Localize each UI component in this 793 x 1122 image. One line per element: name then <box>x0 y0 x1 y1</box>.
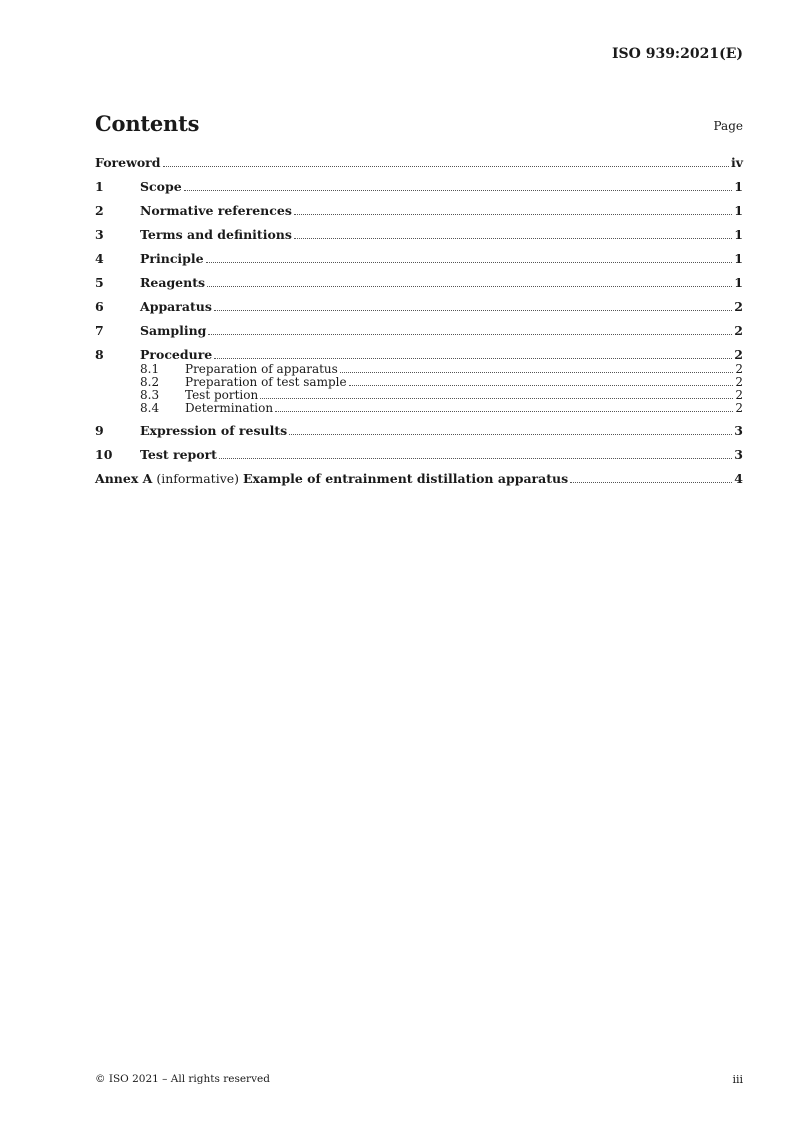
toc-entry[interactable] <box>95 447 743 463</box>
page-number: iii <box>732 1073 743 1086</box>
toc-entry[interactable] <box>95 347 743 363</box>
toc-entry-title: Test report <box>140 447 217 462</box>
annex-qualifier-text: (informative) <box>156 471 240 486</box>
toc-entry-title: Apparatus <box>140 299 212 314</box>
toc-entry-page: 2 <box>735 362 743 376</box>
table-of-contents <box>95 155 743 487</box>
toc-leader <box>214 358 732 359</box>
toc-entry-number: 4 <box>95 251 104 266</box>
toc-entry-title: Preparation of apparatus <box>185 362 338 376</box>
toc-entry-title: Expression of results <box>140 423 288 438</box>
toc-leader <box>289 434 732 435</box>
toc-leader <box>294 214 732 215</box>
toc-subentry[interactable] <box>95 402 743 415</box>
toc-entry-page: 3 <box>734 423 743 438</box>
toc-entry-page: 4 <box>734 471 743 486</box>
toc-entry-number: 7 <box>95 323 104 338</box>
toc-entry[interactable] <box>95 227 743 243</box>
toc-entry-page: 3 <box>734 447 743 462</box>
toc-leader <box>184 190 733 191</box>
toc-entry-number: 1 <box>95 179 104 194</box>
copyright-notice: © ISO 2021 – All rights reserved <box>95 1073 270 1085</box>
toc-leader <box>570 482 732 483</box>
toc-entry-page: 2 <box>735 375 743 389</box>
toc-entry-page: 2 <box>734 347 743 362</box>
toc-entry-page: iv <box>730 155 743 170</box>
toc-entry[interactable] <box>95 299 743 315</box>
toc-entry-page: 2 <box>734 299 743 314</box>
toc-leader <box>208 334 732 335</box>
toc-entry-number: 8.3 <box>140 388 160 402</box>
toc-entry-title: Reagents <box>140 275 206 290</box>
toc-entry-page: 1 <box>734 275 743 290</box>
toc-entry-annex-a[interactable] <box>95 471 743 487</box>
toc-entry-title: Scope <box>140 179 182 194</box>
toc-leader <box>163 166 729 167</box>
toc-leader <box>219 458 732 459</box>
toc-leader <box>207 286 732 287</box>
toc-entry[interactable] <box>95 251 743 267</box>
toc-entry-number: 8.1 <box>140 362 160 376</box>
toc-leader <box>340 372 734 373</box>
annex-qualifier <box>152 471 243 487</box>
toc-entry-title: Test portion <box>185 388 259 402</box>
toc-leader <box>214 310 732 311</box>
toc-entry-title: Determination <box>185 401 274 415</box>
toc-leader <box>206 262 733 263</box>
toc-entry-number: 8 <box>95 347 104 362</box>
page-title: Contents <box>95 111 200 136</box>
annex-title: Example of entrainment distillation apparatus <box>243 471 569 486</box>
toc-entry-number: 3 <box>95 227 104 242</box>
toc-entry[interactable] <box>95 323 743 339</box>
toc-entry-number: 8.2 <box>140 375 160 389</box>
toc-entry-number: 10 <box>95 447 113 462</box>
toc-entry-page: 1 <box>734 251 743 266</box>
toc-entry-title: Preparation of test sample <box>185 375 347 389</box>
toc-entry-foreword[interactable] <box>95 155 743 171</box>
toc-entry-page: 1 <box>734 179 743 194</box>
toc-entry-number: 8.4 <box>140 401 160 415</box>
toc-entry[interactable] <box>95 179 743 195</box>
toc-entry-number: 2 <box>95 203 104 218</box>
toc-entry[interactable] <box>95 203 743 219</box>
toc-leader <box>275 411 733 412</box>
toc-entry-title: Foreword <box>95 155 161 170</box>
toc-entry-page: 1 <box>734 203 743 218</box>
toc-entry-title: Principle <box>140 251 204 266</box>
toc-entry-number: 5 <box>95 275 104 290</box>
toc-entry-title: Sampling <box>140 323 207 338</box>
document-id: ISO 939:2021(E) <box>611 46 743 62</box>
toc-leader <box>260 398 733 399</box>
toc-entry[interactable] <box>95 275 743 291</box>
toc-entry-page: 2 <box>735 401 743 415</box>
toc-entry-title: Normative references <box>140 203 292 218</box>
toc-entry-title: Terms and definitions <box>140 227 292 242</box>
page-column-label: Page <box>713 119 743 133</box>
toc-leader <box>349 385 734 386</box>
toc-entry-number: 9 <box>95 423 104 438</box>
toc-leader <box>294 238 732 239</box>
toc-entry-title: Procedure <box>140 347 213 362</box>
toc-entry-number: 6 <box>95 299 104 314</box>
toc-entry-page: 2 <box>735 388 743 402</box>
toc-entry-page: 2 <box>734 323 743 338</box>
annex-prefix: Annex A <box>95 471 153 486</box>
toc-entry[interactable] <box>95 423 743 439</box>
toc-entry-page: 1 <box>734 227 743 242</box>
